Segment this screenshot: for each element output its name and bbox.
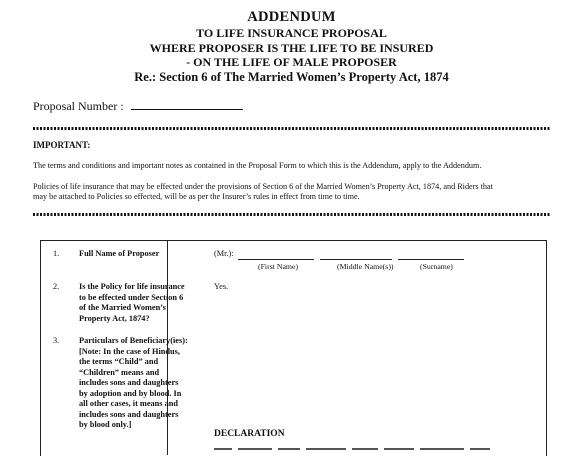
document-title: ADDENDUM <box>247 9 336 25</box>
subtitle-line-3: - ON THE LIFE OF MALE PROPOSER <box>186 55 397 69</box>
row-2-number: 2. <box>53 282 60 291</box>
row-2-label-line-1: Is the Policy for life insurance <box>79 282 185 291</box>
surname-input-line[interactable] <box>398 251 464 260</box>
name-prefix: (Mr.): <box>214 249 234 258</box>
proposal-number-input-line[interactable] <box>131 99 243 110</box>
important-paragraph-2-line-1: Policies of life insurance that may be effected under the provisions of Section 6 of the Married Women’s Property Act, 1874, and Riders that <box>33 182 493 191</box>
important-paragraph-1: The terms and conditions and important notes as contained in the Proposal Form to which this is the Addendum, apply to the Addendum. <box>33 161 482 170</box>
row-3-number: 3. <box>53 336 60 345</box>
first-name-caption: (First Name) <box>258 262 299 271</box>
header <box>0 8 583 84</box>
declaration-heading: DECLARATION <box>214 429 285 439</box>
row-3-label-line-8: includes sons and daughters <box>79 409 179 419</box>
dotted-separator-bottom <box>33 213 551 216</box>
row-2-answer: Yes. <box>214 282 229 291</box>
row-3-label-line-2: [Note: In the case of Hindus, <box>79 346 180 356</box>
row-1-label: Full Name of Proposer <box>79 249 160 258</box>
row-2-label-line-4: Property Act, 1874? <box>79 313 150 323</box>
row-3-label-line-1: Particulars of Beneficiary(ies): <box>79 336 188 345</box>
row-2-label-line-3: of the Married Women’s <box>79 303 166 312</box>
subtitle-line-1: TO LIFE INSURANCE PROPOSAL <box>196 26 387 40</box>
surname-caption: (Surname) <box>420 262 453 271</box>
row-3-label-line-9: by blood only.] <box>79 420 132 429</box>
row-2-label-line-2: to be effected under Section 6 <box>79 292 184 302</box>
important-paragraph-2-line-2: may be attached to Policies so effected, will be as per the Insurer’s rules in effect from time to time. <box>33 192 360 201</box>
row-1-number: 1. <box>53 249 60 258</box>
proposal-number-label: Proposal Number : <box>33 99 124 113</box>
proposal-number-field <box>33 99 243 114</box>
middle-name-caption: (Middle Name(s)) <box>337 262 394 271</box>
row-3-label-line-4: “Children” means and <box>79 367 160 377</box>
row-3-label-line-3: the terms “Child” and <box>79 357 159 366</box>
dotted-separator-top <box>33 127 551 130</box>
subtitle-line-4: Re.: Section 6 of The Married Women’s Property Act, 1874 <box>134 69 449 84</box>
middle-name-input-line[interactable] <box>320 251 392 260</box>
important-heading: IMPORTANT: <box>33 140 91 150</box>
cropped-text-line <box>214 448 504 454</box>
row-3-label-line-5: includes sons and daughters <box>79 378 179 387</box>
first-name-input-line[interactable] <box>238 251 314 260</box>
row-3-label-line-6: by adoption and by blood. In <box>79 388 182 398</box>
subtitle-line-2: WHERE PROPOSER IS THE LIFE TO BE INSURED <box>149 40 434 55</box>
row-3-label-line-7: all other cases, it means and <box>79 399 178 408</box>
